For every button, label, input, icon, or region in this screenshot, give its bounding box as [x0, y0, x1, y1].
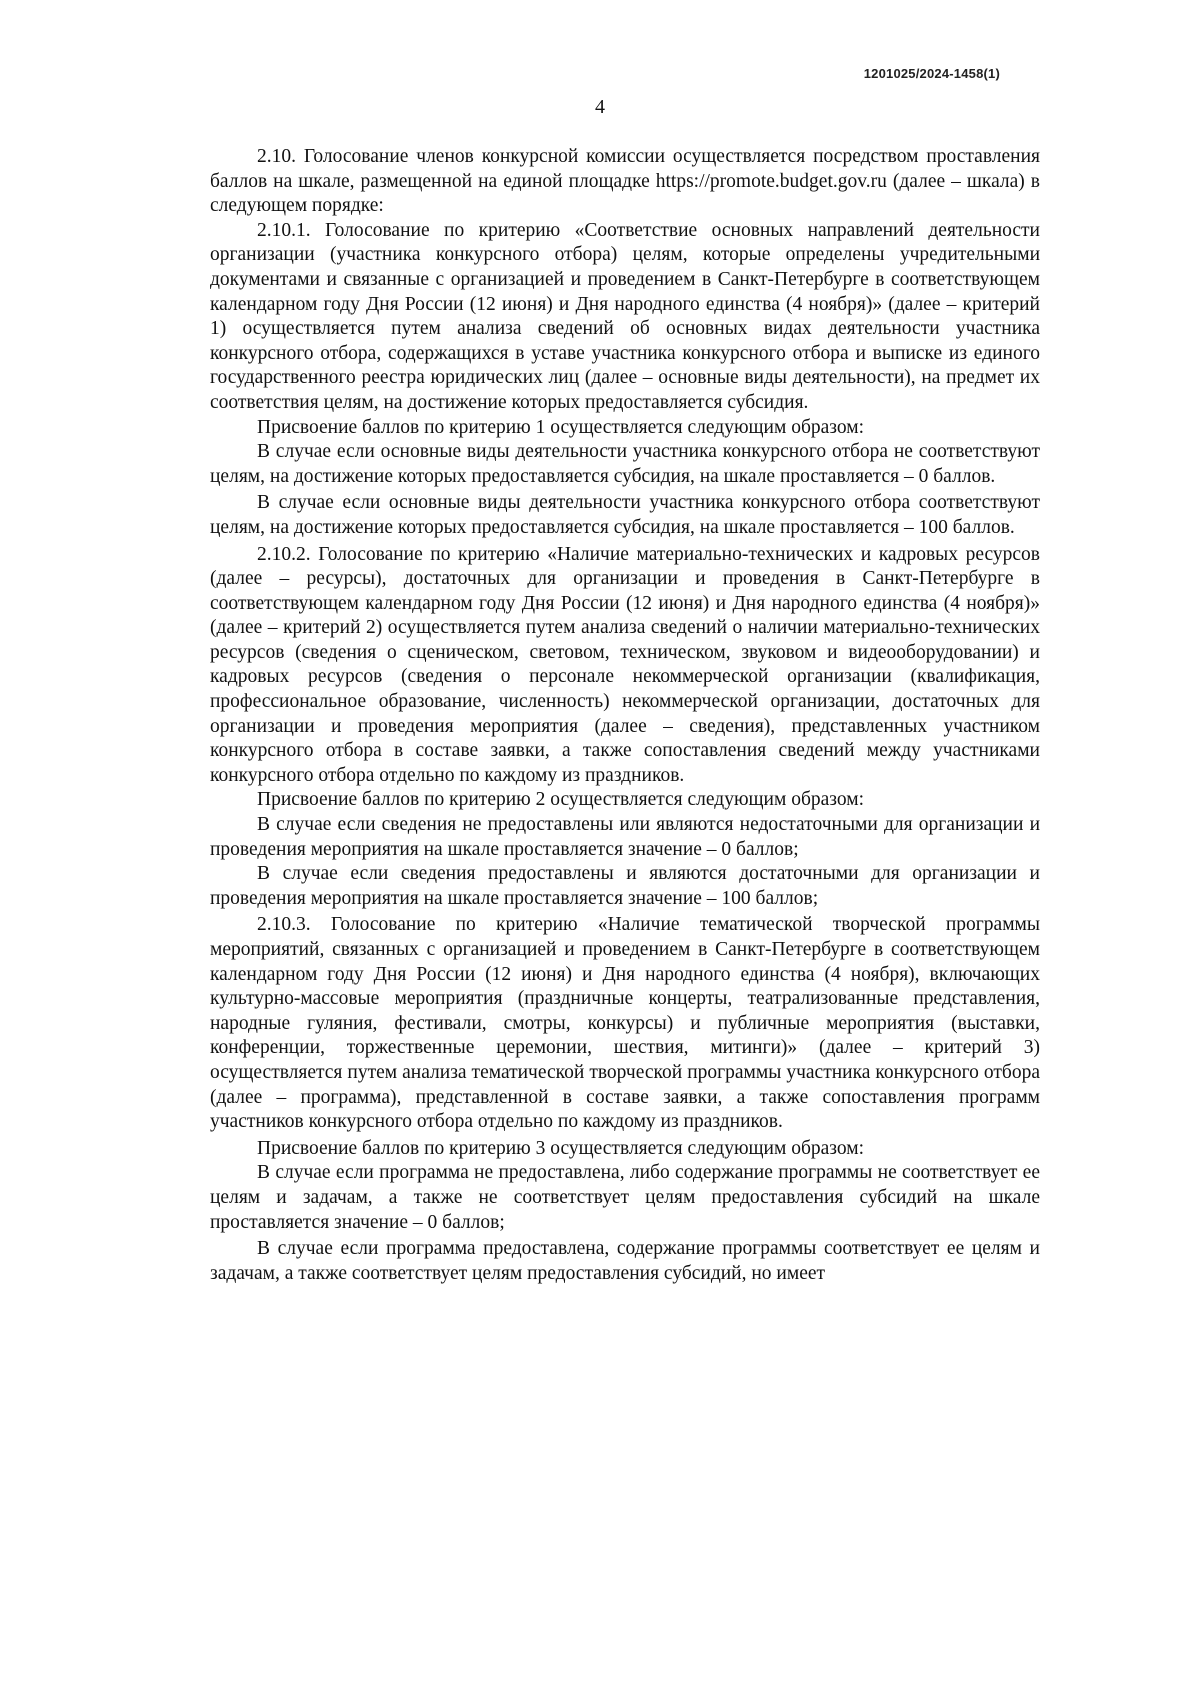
paragraph-criterion-2-hundred: В случае если сведения предоставлены и являются достаточными для организации и проведения мероприятия на шкале проставляется значение – 100 баллов;	[210, 863, 1040, 909]
paragraph-scoring-criterion-3: Присвоение баллов по критерию 3 осуществляется следующим образом:	[257, 1137, 865, 1159]
paragraph-criterion-1-hundred: В случае если основные виды деятельности участника конкурсного отбора соответствуют целям, на достижение которых предоставляется субсидия, на шкале проставляется – 100 баллов.	[210, 492, 1040, 538]
document-body	[210, 145, 1040, 1286]
paragraph-criterion-2-zero: В случае если сведения не предоставлены или являются недостаточными для организации и проведения мероприятия на шкале проставляется значение – 0 баллов;	[210, 814, 1040, 860]
paragraph-criterion-3-partial: В случае если программа предоставлена, содержание программы соответствует ее целям и задачам, а также соответствует целям предоставления субсидий, но имеет	[210, 1238, 1040, 1284]
page-number: 4	[595, 96, 605, 118]
paragraph-2-10-2: 2.10.2. Голосование по критерию «Наличие материально-технических и кадровых ресурсов (далее – ресурсы), достаточных для организации и проведения в Санкт-Петербурге в соответствующем календарном году Дня России (12 июня) и Дня народного единства (4 ноября)» (далее – критерий 2) осуществляется путем анализа сведений о наличии материально-технических ресурсов (сведения о сценическом, световом, техническом, звуковом и видеооборудовании) и кадровых ресурсов (сведения о персонале некоммерческой организации (квалификация, профессиональное образование, численность) некоммерческой организации, достаточных для организации и проведения мероприятия (далее – сведения), представленных участником конкурсного отбора в составе заявки, а также сопоставления сведений между участниками конкурсного отбора отдельно по каждому из праздников.	[210, 543, 1040, 786]
paragraph-2-10-1: 2.10.1. Голосование по критерию «Соответствие основных направлений деятельности организации (участника конкурсного отбора) целям, которые определены учредительными документами и связанные с организацией и проведением в Санкт-Петербурге в соответствующем календарном году Дня России (12 июня) и Дня народного единства (4 ноября)» (далее – критерий 1) осуществляется путем анализа сведений об основных видах деятельности участника конкурсного отбора, содержащихся в уставе участника конкурсного отбора и выписке из единого государственного реестра юридических лиц (далее – основные виды деятельности), на предмет их соответствия целям, на достижение которых предоставляется субсидия.	[210, 219, 1040, 413]
paragraph-scoring-criterion-2: Присвоение баллов по критерию 2 осуществляется следующим образом:	[257, 789, 865, 811]
paragraph-criterion-3-zero: В случае если программа не предоставлена, либо содержание программы не соответствует ее целям и задачам, а также не соответствует целям предоставления субсидий на шкале проставляется значение – 0 баллов;	[210, 1162, 1040, 1233]
paragraph-scoring-criterion-1: Присвоение баллов по критерию 1 осуществляется следующим образом:	[257, 416, 865, 438]
paragraph-criterion-1-zero: В случае если основные виды деятельности участника конкурсного отбора не соответствуют целям, на достижение которых предоставляется субсидия, на шкале проставляется – 0 баллов.	[210, 441, 1040, 487]
paragraph-2-10-3: 2.10.3. Голосование по критерию «Наличие тематической творческой программы мероприятий, связанных с организацией и проведением в Санкт-Петербурге в соответствующем календарном году Дня России (12 июня) и Дня народного единства (4 ноября), включающих культурно-массовые мероприятия (праздничные концерты, театрализованные представления, народные гуляния, фестивали, смотры, конкурсы) и публичные мероприятия (выставки, конференции, торжественные церемонии, шествия, митинги)» (далее – критерий 3) осуществляется путем анализа тематической творческой программы участника конкурсного отбора (далее – программа), представленной в составе заявки, а также сопоставления программ участников конкурсного отбора отдельно по каждому из праздников.	[210, 914, 1040, 1133]
paragraph-2-10: 2.10. Голосование членов конкурсной комиссии осуществляется посредством проставления баллов на шкале, размещенной на единой площадке https://promote.budget.gov.ru (далее – шкала) в следующем порядке:	[210, 146, 1040, 217]
document-id: 1201025/2024-1458(1)	[863, 66, 1000, 81]
